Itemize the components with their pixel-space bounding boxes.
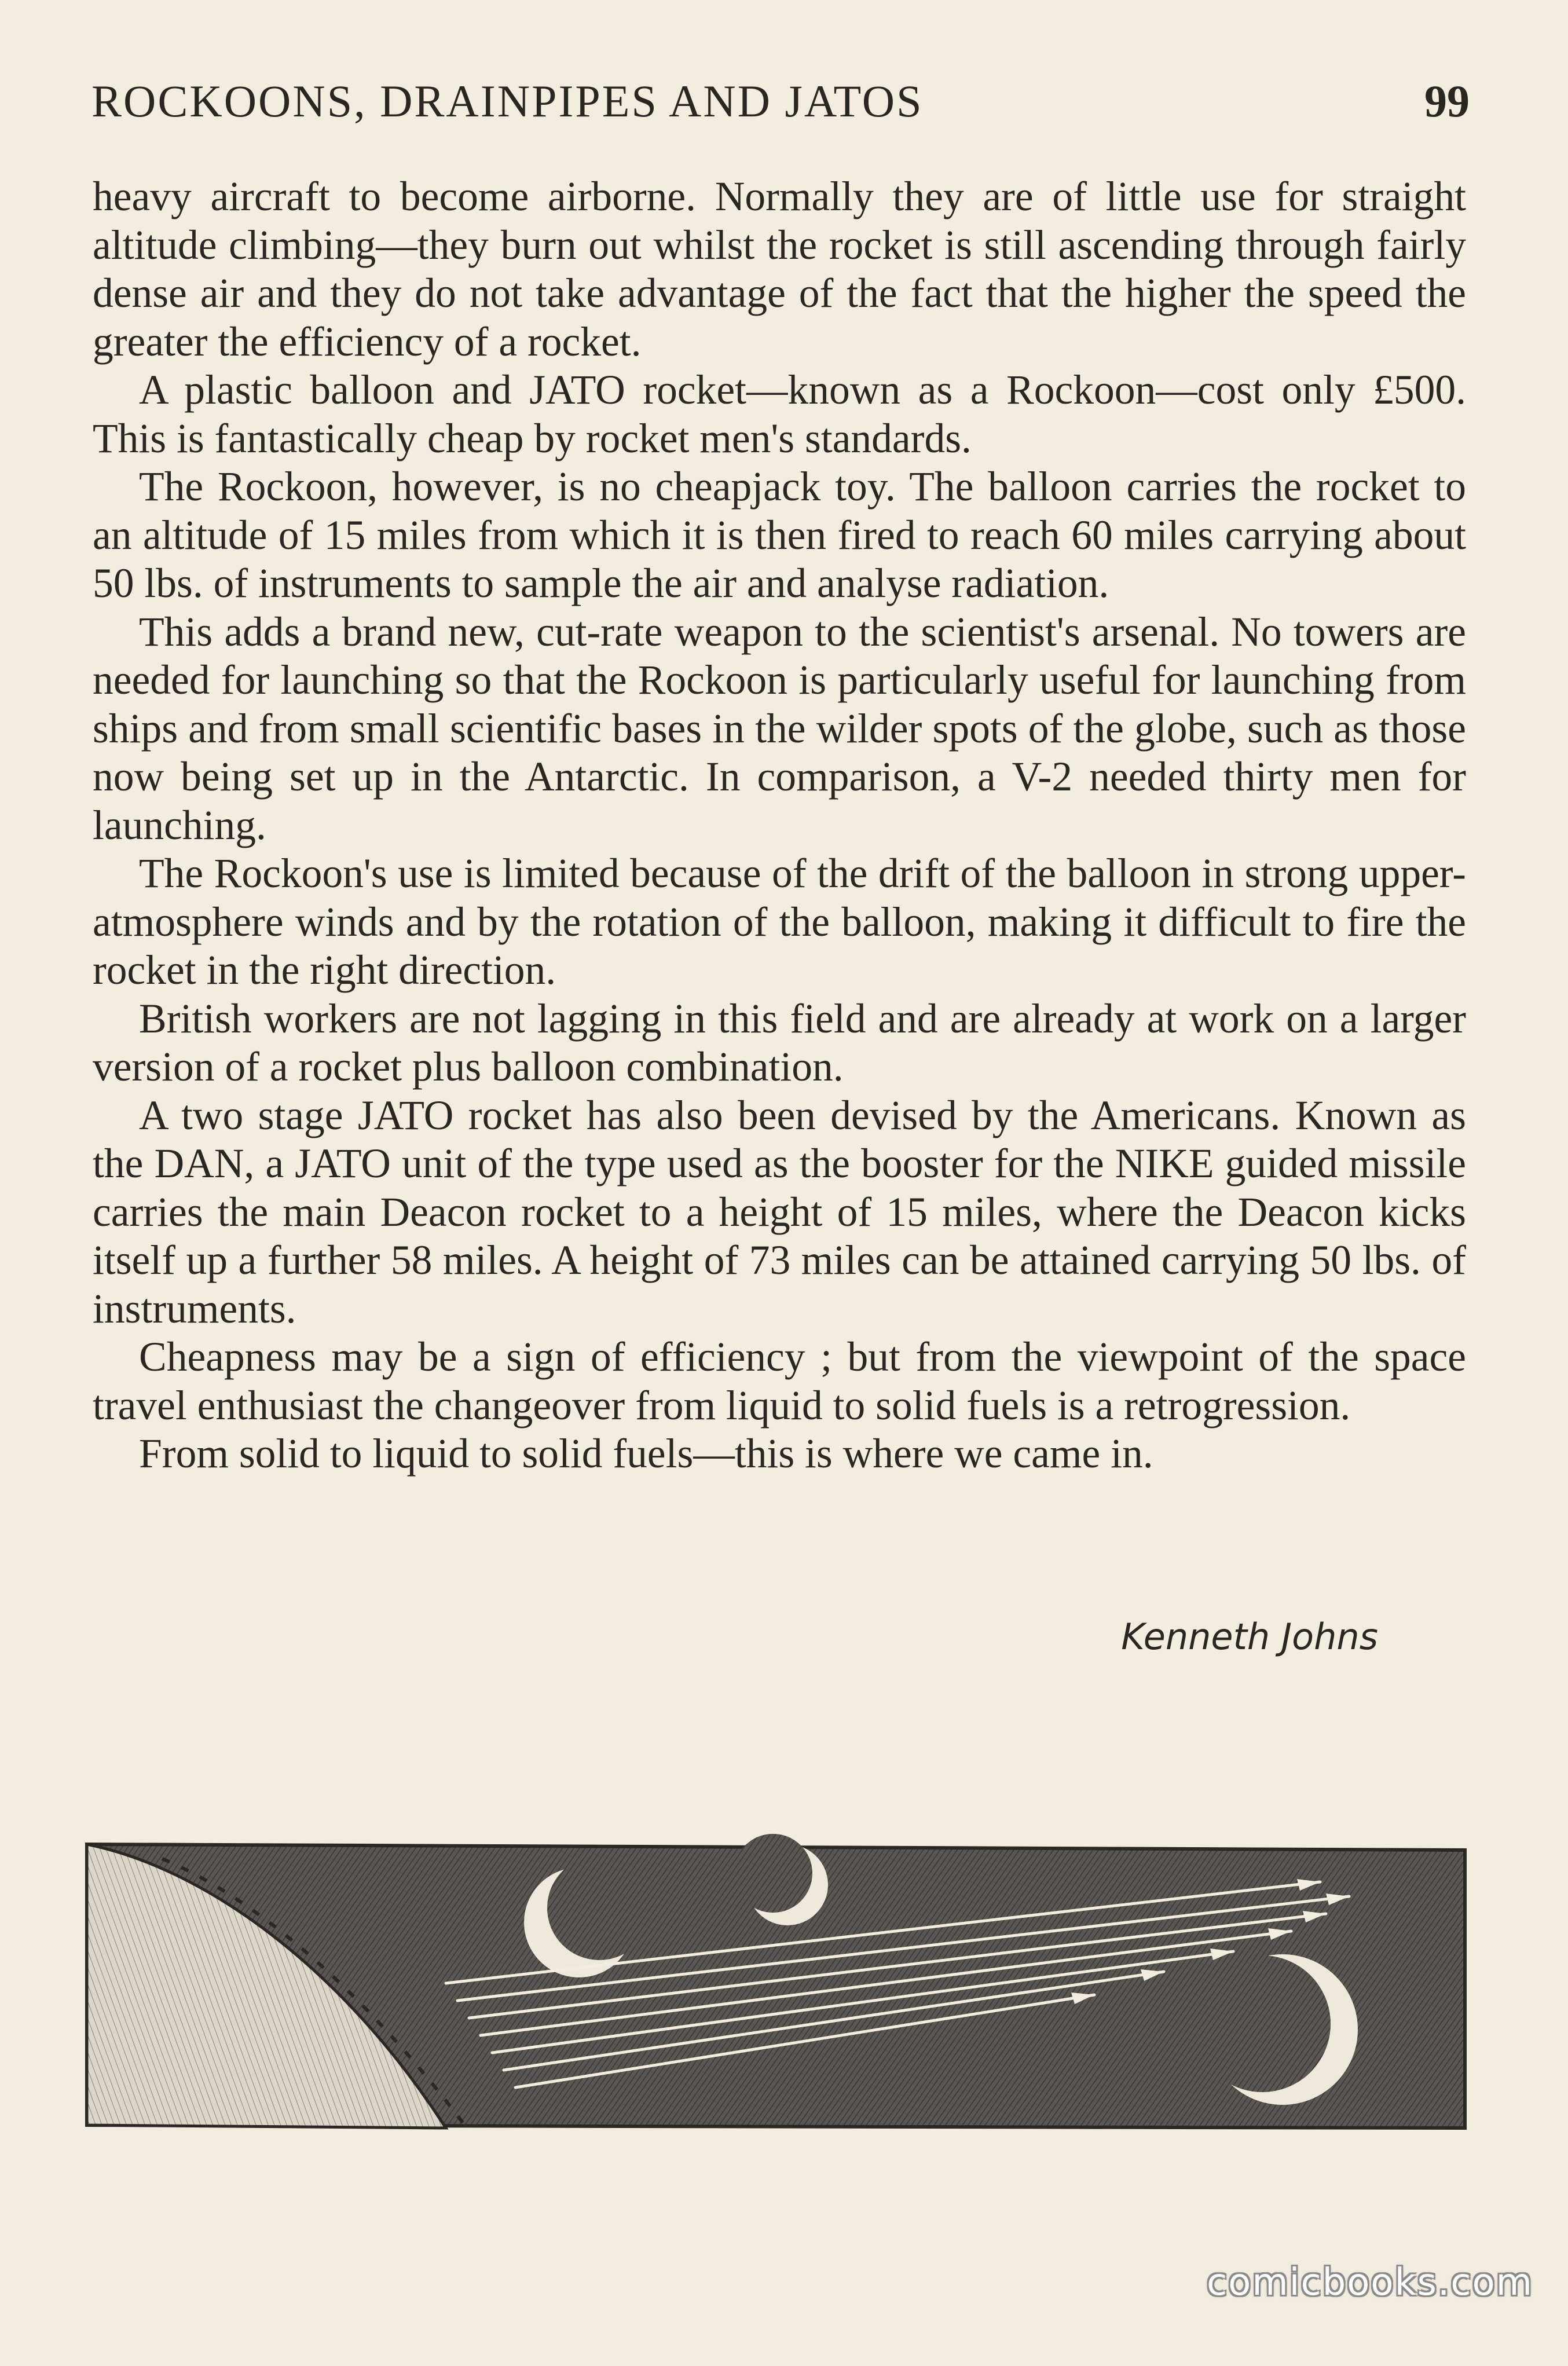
article-body (93, 173, 1466, 1478)
paragraph: British workers are not lagging in this field and are already at work on a larger version of a rocket plus balloon combination. (93, 995, 1466, 1090)
author-byline: Kenneth Johns (1121, 1616, 1378, 1658)
running-head: ROCKOONS, DRAINPIPES AND JATOS (91, 76, 924, 126)
paragraph: From solid to liquid to solid fuels—this is where we came in. (139, 1431, 1153, 1477)
paragraph: heavy aircraft to become airborne. Normally they are of little use for straight altitude climbing—they burn out whilst the rocket is still ascending through fairly dense air and they do not take advantage of the fact that the higher the speed the greater the efficiency of a rocket. (93, 174, 1466, 365)
paragraph: A two stage JATO rocket has also been devised by the Americans. Known as the DAN, a JATO unit of the type used as the booster for the NIKE guided missile carries the main Deacon rocket to a height of 15 miles, where the Deacon kicks itself up a further 58 miles. A height of 73 miles can be attained carrying 50 lbs. of instruments. (93, 1092, 1466, 1332)
paragraph: A plastic balloon and JATO rocket—known as a Rockoon—cost only £500. This is fantastically cheap by rocket men's standards. (93, 367, 1466, 462)
paragraph: Cheapness may be a sign of efficiency ; but from the viewpoint of the space travel enthusiast the changeover from liquid to solid fuels is a retrogression. (93, 1334, 1466, 1429)
paragraph: The Rockoon, however, is no cheapjack toy. The balloon carries the rocket to an altitude of 15 miles from which it is then fired to reach 60 miles carrying about 50 lbs. of instruments to sample the air and analyse radiation. (93, 464, 1466, 606)
page-number: 99 (1424, 76, 1470, 126)
paragraph: This adds a brand new, cut-rate weapon to the scientist's arsenal. No towers are needed for launching so that the Rockoon is particularly useful for launching from ships and from small scientific bases in the wilder spots of the globe, such as those now being set up in the Antarctic. In comparison, a V-2 needed thirty men for launching. (93, 609, 1466, 848)
rocket-illustration (75, 1833, 1477, 2134)
watermark: comicbooks.com (1206, 2261, 1533, 2304)
paragraph: The Rockoon's use is limited because of the drift of the balloon in strong upper-atmosphere winds and by the rotation of the balloon, making it difficult to fire the rocket in the right direction. (93, 851, 1466, 993)
page-header (91, 75, 1470, 139)
